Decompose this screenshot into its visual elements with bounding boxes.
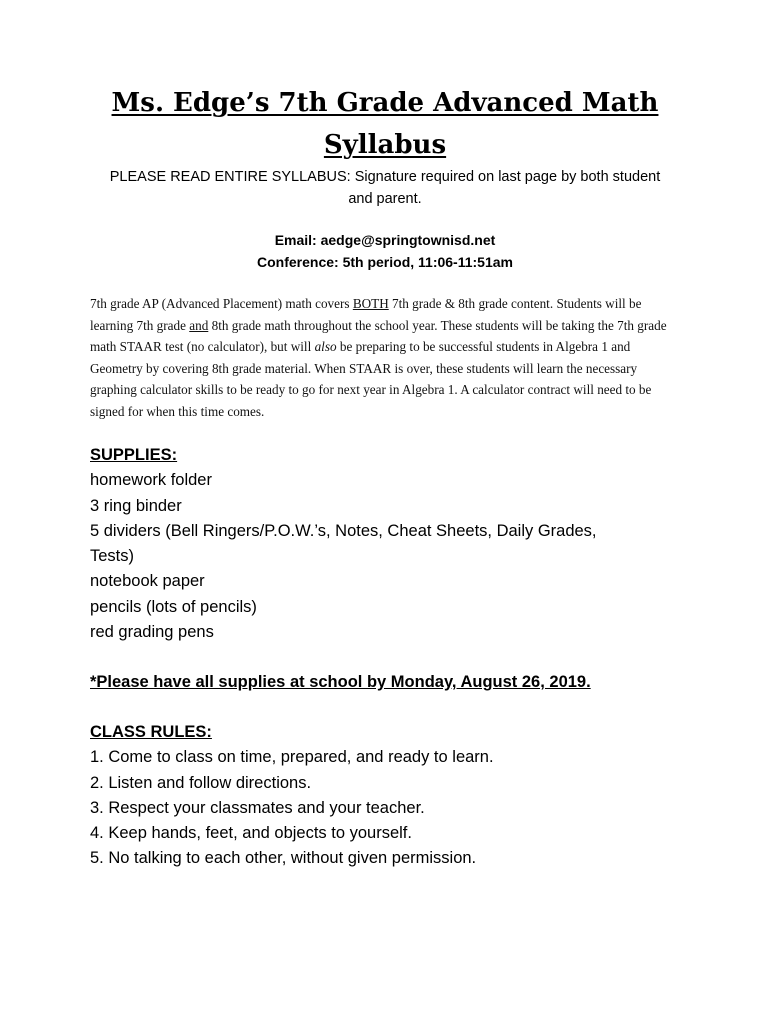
email-line: Email: aedge@springtownisd.net	[274, 232, 496, 248]
notice-line-1: PLEASE READ ENTIRE SYLLABUS: Signature required on last page by both student	[109, 169, 661, 185]
intro-text-3: 8th grade math throughout the school year. These students will be taking the 7th grade math STAAR test (no calculator), but will	[90, 317, 667, 355]
intro-text-2: 7th grade & 8th grade content. Students will be learning 7th grade	[90, 296, 642, 333]
title-line-2: Syllabus	[323, 130, 447, 160]
intro-both: BOTH	[352, 296, 389, 311]
supply-item: red grading pens	[90, 623, 214, 642]
supplies-deadline	[90, 670, 690, 695]
intro-and: and	[189, 317, 209, 333]
rule-item: 2. Listen and follow directions.	[90, 773, 312, 792]
conference-line: Conference: 5th period, 11:06-11:51am	[257, 254, 513, 270]
rule-item: 1. Come to class on time, prepared, and ready to learn.	[90, 748, 494, 767]
page-title	[90, 82, 680, 166]
signature-notice	[90, 166, 680, 210]
intro-text-4: be preparing to be successful students in Algebra 1 and Geometry by covering 8th grade material. When STAAR is over, these students will learn the necessary graphing calculator skills to be ready to go for next year in Algebra 1. A calculator contract will need to be signed for when this time comes.	[90, 339, 652, 419]
supply-item: 3 ring binder	[90, 496, 182, 515]
intro-also: also	[314, 339, 337, 355]
rules-section	[90, 720, 690, 872]
title-line-1: Ms. Edge’s 7th Grade Advanced Math	[111, 88, 659, 118]
supply-item: pencils (lots of pencils)	[90, 597, 257, 616]
supply-item: notebook paper	[90, 572, 205, 591]
intro-text-1: 7th grade AP (Advanced Placement) math covers	[90, 296, 353, 311]
rule-item: 4. Keep hands, feet, and objects to yourself.	[90, 824, 412, 843]
rules-heading: CLASS RULES:	[90, 723, 212, 741]
supplies-section	[90, 443, 690, 645]
rule-item: 3. Respect your classmates and your teacher.	[90, 798, 425, 817]
notice-line-2: and parent.	[348, 191, 422, 207]
course-description	[90, 293, 685, 423]
supply-item: 5 dividers (Bell Ringers/P.O.W.’s, Notes, Cheat Sheets, Daily Grades,	[90, 521, 597, 540]
rule-item: 5. No talking to each other, without given permission.	[90, 849, 477, 868]
supplies-heading: SUPPLIES:	[90, 446, 178, 464]
supply-item: homework folder	[90, 471, 212, 490]
supply-item: Tests)	[90, 547, 135, 566]
deadline-text: *Please have all supplies at school by Monday, August 26, 2019.	[90, 673, 591, 691]
